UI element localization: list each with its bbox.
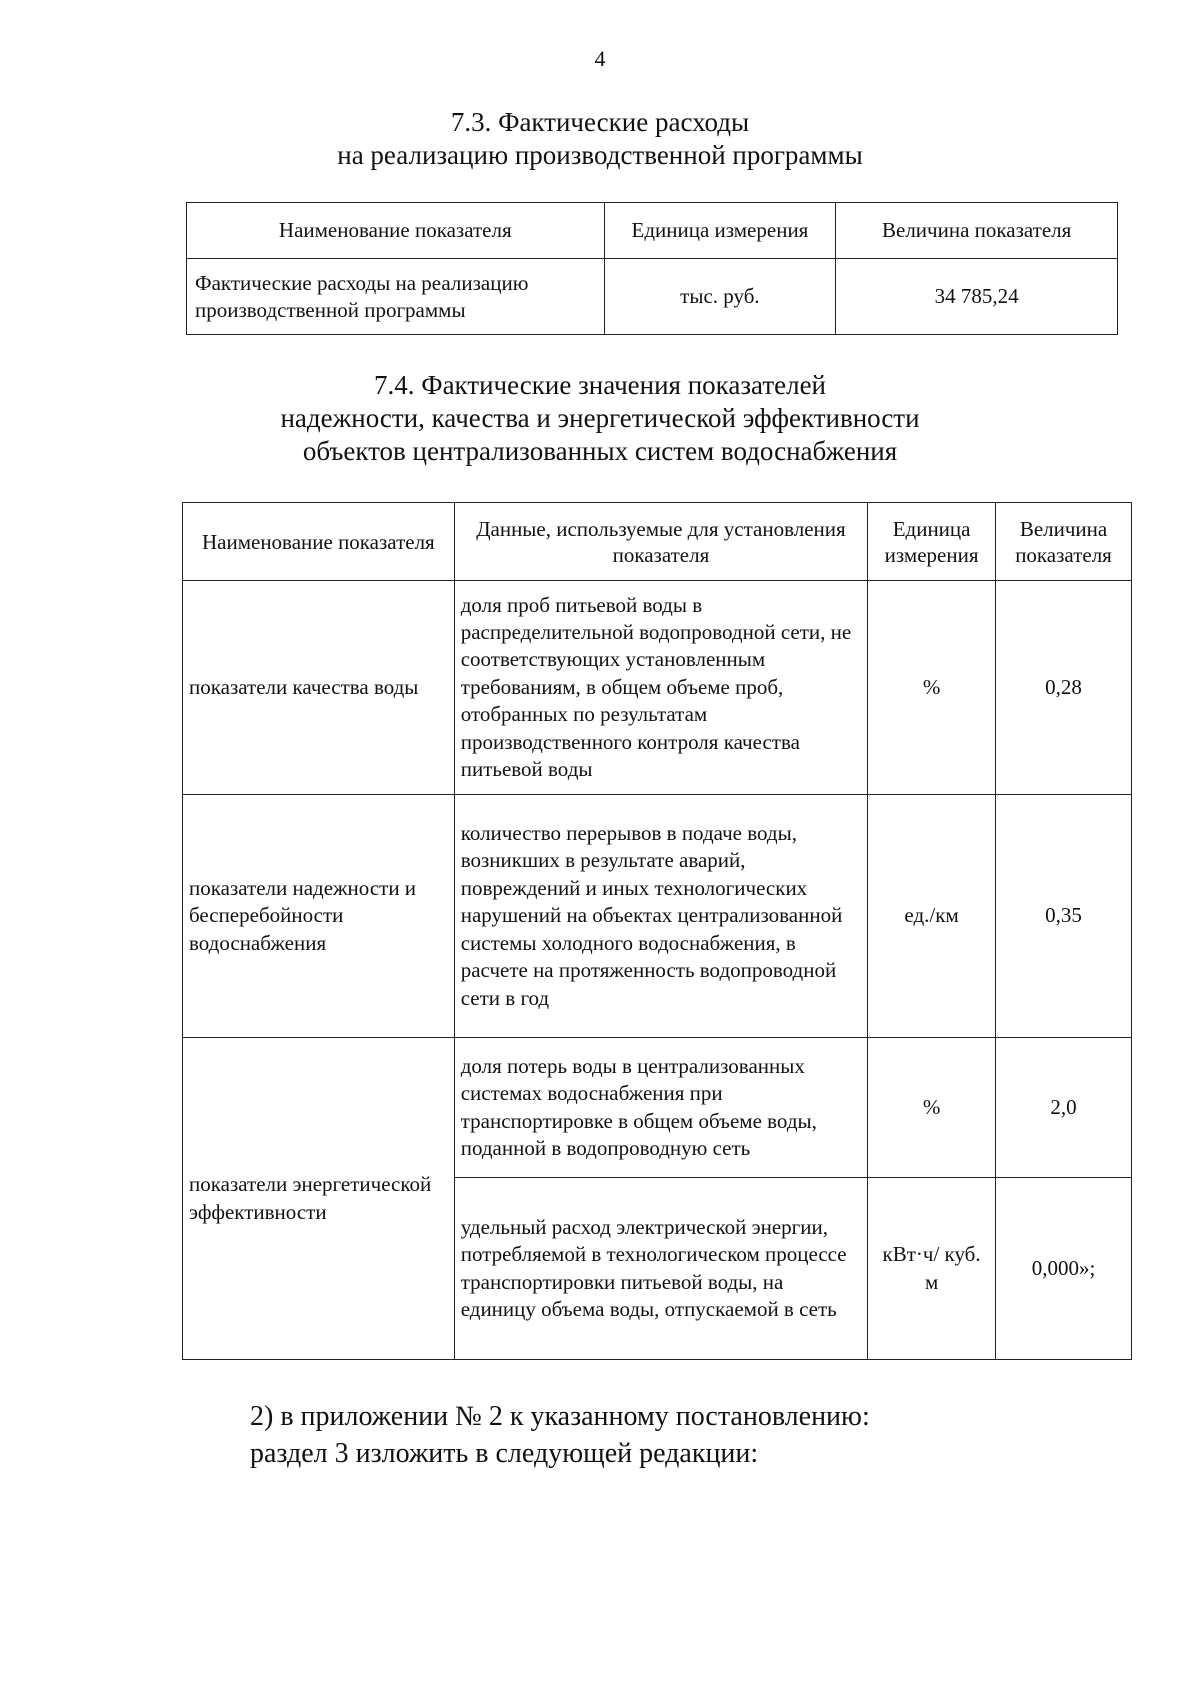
closing-line2: раздел 3 изложить в следующей редакции:	[250, 1438, 759, 1469]
indicator-value: 0,28	[996, 581, 1132, 795]
indicator-name: показатели надежности и бесперебойности водоснабжения	[183, 795, 455, 1038]
section-7-3-title	[0, 106, 1200, 172]
indicator-unit: кВт·ч/ куб. м	[868, 1178, 996, 1360]
section-7-3-title-line2: на реализацию производственной программы	[337, 140, 863, 170]
header-unit: Единица измерения	[868, 503, 996, 581]
indicator-value: 0,000»;	[996, 1178, 1132, 1360]
section-7-4-title-line1: 7.4. Фактические значения показателей	[373, 370, 827, 400]
indicators-table	[182, 502, 1132, 1360]
actual-expenses-table	[186, 202, 1118, 335]
table-row	[187, 259, 1118, 335]
table-header-row	[183, 503, 1132, 581]
table-row	[183, 581, 1132, 795]
section-7-3-title-line1: 7.3. Фактические расходы	[450, 107, 750, 137]
table-row	[183, 795, 1132, 1038]
header-source-data: Данные, используемые для установления показателя	[454, 503, 867, 581]
indicator-unit: %	[868, 581, 996, 795]
indicator-source-data: доля проб питьевой воды в распределительной водопроводной сети, не соответствующих установленным требованиям, в общем объеме проб, отобранных по результатам производственного контроля качества питьевой воды	[454, 581, 867, 795]
indicator-source-data: доля потерь воды в централизованных системах водоснабжения при транспортировке в общем объеме воды, поданной в водопроводную сеть	[454, 1038, 867, 1178]
indicator-unit: %	[868, 1038, 996, 1178]
section-7-4-title-line3: объектов централизованных систем водоснабжения	[302, 436, 898, 466]
header-indicator-name: Наименование показателя	[187, 203, 605, 259]
indicator-name: показатели энергетической эффективности	[183, 1038, 455, 1360]
indicator-name: показатели качества воды	[183, 581, 455, 795]
indicator-name: Фактические расходы на реализацию производственной программы	[187, 259, 605, 335]
header-value: Величина показателя	[836, 203, 1118, 259]
closing-line1: 2) в приложении № 2 к указанному постановлению:	[250, 1401, 870, 1432]
indicator-source-data: удельный расход электрической энергии, потребляемой в технологическом процессе транспортировки питьевой воды, на единицу объема воды, отпускаемой в сеть	[454, 1178, 867, 1360]
closing-paragraph	[250, 1398, 1150, 1472]
table-header-row	[187, 203, 1118, 259]
page-number: 4	[594, 46, 606, 71]
indicator-unit: ед./км	[868, 795, 996, 1038]
indicator-value: 2,0	[996, 1038, 1132, 1178]
section-7-4-title-line2: надежности, качества и энергетической эффективности	[280, 403, 920, 433]
indicator-value: 34 785,24	[836, 259, 1118, 335]
section-7-4-title	[0, 369, 1200, 468]
table-row	[183, 1038, 1132, 1178]
indicator-value: 0,35	[996, 795, 1132, 1038]
header-indicator-name: Наименование показателя	[183, 503, 455, 581]
indicator-source-data: количество перерывов в подаче воды, возникших в результате аварий, повреждений и иных технологических нарушений на объектах централизованной системы холодного водоснабжения, в расчете на протяженность водопроводной сети в год	[454, 795, 867, 1038]
indicator-unit: тыс. руб.	[604, 259, 836, 335]
header-value: Величина показателя	[996, 503, 1132, 581]
header-unit: Единица измерения	[604, 203, 836, 259]
